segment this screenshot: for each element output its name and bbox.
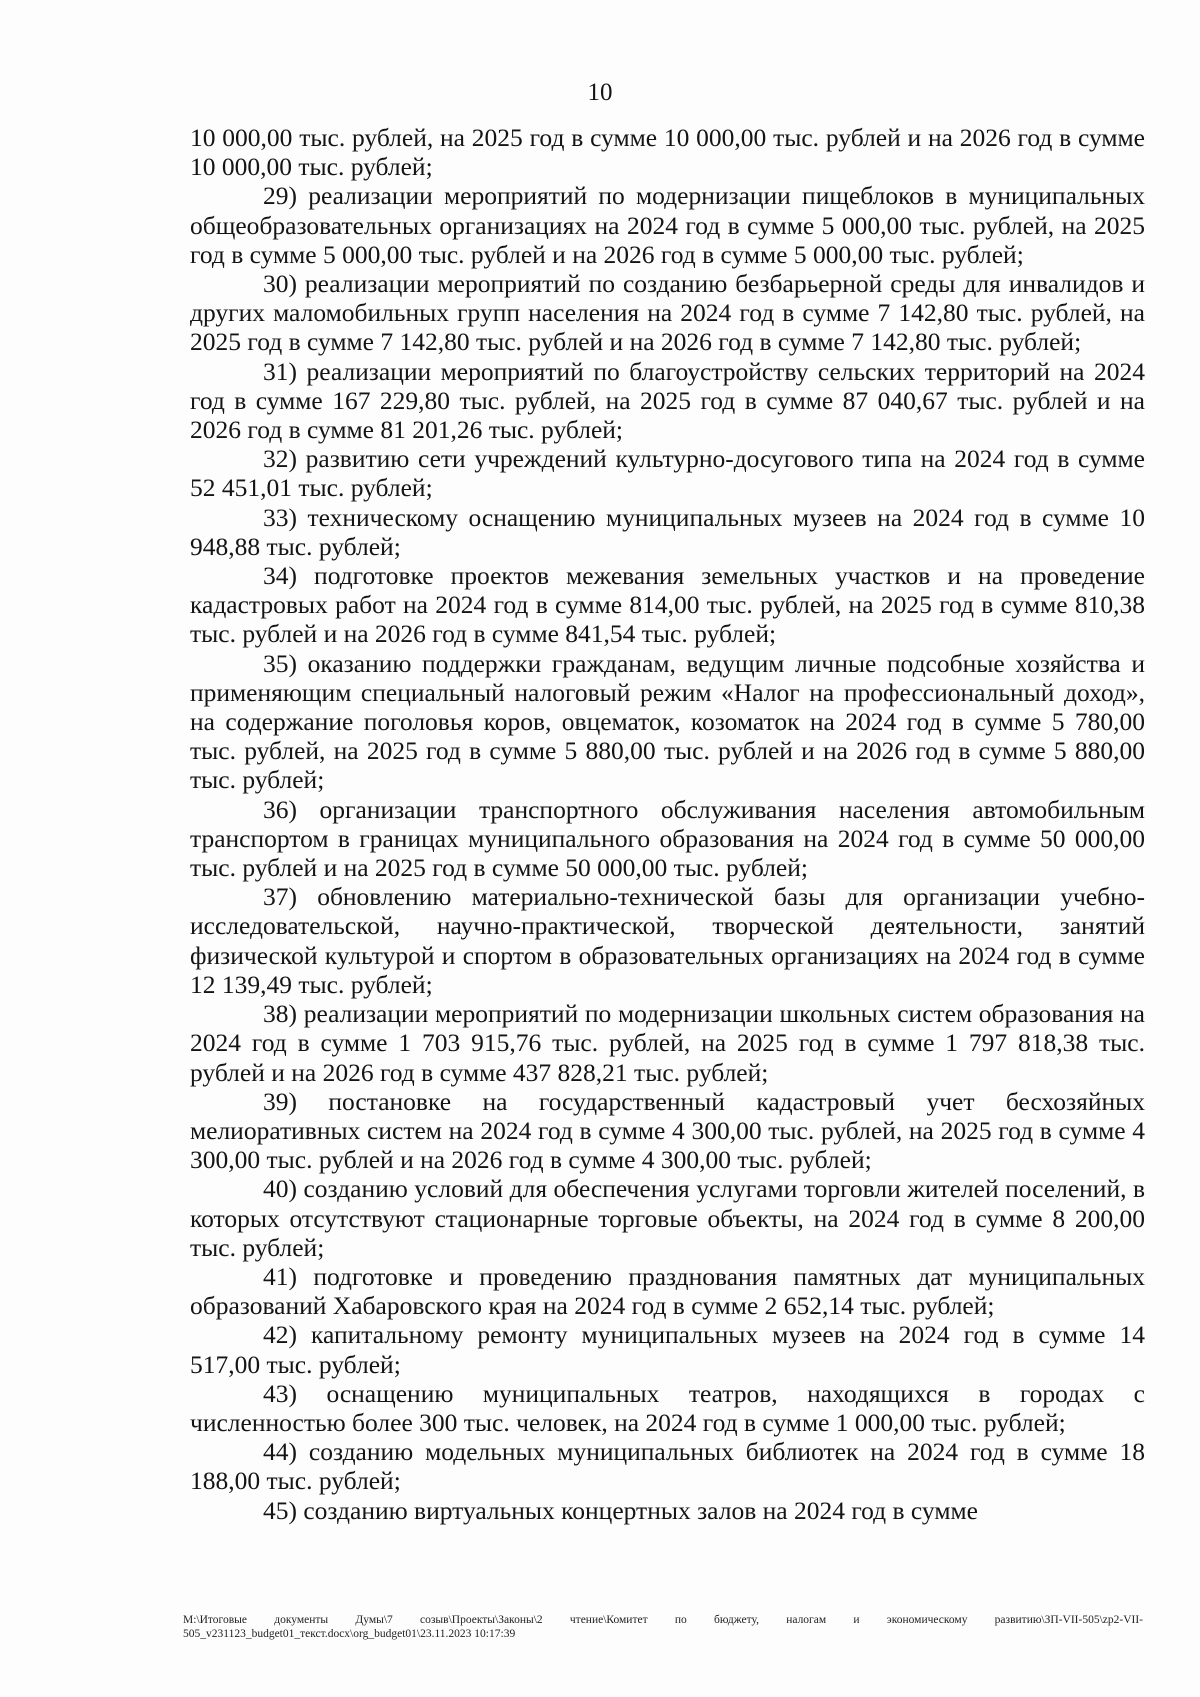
document-body — [190, 123, 1145, 1525]
list-item-45: 45) созданию виртуальных концертных залов на 2024 год в сумме — [263, 1495, 978, 1525]
list-item-36: 36) организации транспортного обслуживания населения автомобильным транспортом в границах муниципального образования на 2024 год в сумме 50 000,00 тыс. рублей и на 2025 год в сумме 50 000,00 тыс. рублей; — [190, 794, 1145, 883]
page-number: 10 — [587, 79, 613, 106]
paragraph-continuation: 10 000,00 тыс. рублей, на 2025 год в сумме 10 000,00 тыс. рублей и на 2026 год в сумме 10 000,00 тыс. рублей; — [190, 123, 1145, 182]
list-item-41: 41) подготовке и проведению празднования памятных дат муниципальных образований Хабаровского края на 2024 год в сумме 2 652,14 тыс. рублей; — [190, 1261, 1145, 1321]
list-item-37: 37) обновлению материально-технической базы для организации учебно-исследовательской, научно-практической, творческой деятельности, занятий физической культурой и спортом в образовательных организациях на 2024 год в сумме 12 139,49 тыс. рублей; — [190, 882, 1145, 999]
list-item-30: 30) реализации мероприятий по созданию безбарьерной среды для инвалидов и других маломобильных групп населения на 2024 год в сумме 7 142,80 тыс. рублей, на 2025 год в сумме 7 142,80 тыс. рублей и на 2026 год в сумме 7 142,80 тыс. рублей; — [190, 269, 1145, 357]
list-item-34: 34) подготовке проектов межевания земельных участков и на проведение кадастровых работ на 2024 год в сумме 814,00 тыс. рублей, на 2025 год в сумме 810,38 тыс. рублей и на 2026 год в сумме 841,54 тыс. рублей; — [190, 561, 1145, 649]
list-item-33: 33) техническому оснащению муниципальных музеев на 2024 год в сумме 10 948,88 тыс. рублей; — [190, 502, 1145, 561]
list-item-42: 42) капитальному ремонту муниципальных музеев на 2024 год в сумме 14 517,00 тыс. рублей; — [190, 1320, 1145, 1379]
list-item-32: 32) развитию сети учреждений культурно-досугового типа на 2024 год в сумме 52 451,01 тыс. рублей; — [190, 444, 1145, 503]
list-item-35: 35) оказанию поддержки гражданам, ведущим личные подсобные хозяйства и применяющим специальный налоговый режим «Налог на профессиональный доход», на содержание поголовья коров, овцематок, козоматок на 2024 год в сумме 5 780,00 тыс. рублей, на 2025 год в сумме 5 880,00 тыс. рублей и на 2026 год в сумме 5 880,00 тыс. рублей; — [190, 648, 1145, 795]
list-item-29: 29) реализации мероприятий по модернизации пищеблоков в муниципальных общеобразовательных организациях на 2024 год в сумме 5 000,00 тыс. рублей, на 2025 год в сумме 5 000,00 тыс. рублей и на 2026 год в сумме 5 000,00 тыс. рублей; — [190, 181, 1145, 269]
list-item-38: 38) реализации мероприятий по модернизации школьных систем образования на 2024 год в сумме 1 703 915,76 тыс. рублей, на 2025 год в сумме 1 797 818,38 тыс. рублей и на 2026 год в сумме 437 828,21 тыс. рублей; — [190, 999, 1145, 1087]
list-item-43: 43) оснащению муниципальных театров, находящихся в городах с численностью более 300 тыс. человек, на 2024 год в сумме 1 000,00 тыс. рублей; — [190, 1378, 1145, 1437]
footer-file-path: M:\Итоговые документы Думы\7 созыв\Проекты\Законы\2 чтение\Комитет по бюджету, налогам и экономическому развитию\ЗП-VII-505\zp2-VII-505_v231123_budget01_текст.docx\org_budget01\23.11.2023 10:17:39 — [183, 1614, 1143, 1640]
list-item-44: 44) созданию модельных муниципальных библиотек на 2024 год в сумме 18 188,00 тыс. рублей; — [190, 1437, 1145, 1496]
list-item-40: 40) созданию условий для обеспечения услугами торговли жителей поселений, в которых отсутствуют стационарные торговые объекты, на 2024 год в сумме 8 200,00 тыс. рублей; — [190, 1174, 1145, 1262]
list-item-39: 39) постановке на государственный кадастровый учет бесхозяйных мелиоративных систем на 2024 год в сумме 4 300,00 тыс. рублей, на 2025 год в сумме 4 300,00 тыс. рублей и на 2026 год в сумме 4 300,00 тыс. рублей; — [190, 1086, 1145, 1175]
list-item-31: 31) реализации мероприятий по благоустройству сельских территорий на 2024 год в сумме 167 229,80 тыс. рублей, на 2025 год в сумме 87 040,67 тыс. рублей и на 2026 год в сумме 81 201,26 тыс. рублей; — [190, 356, 1145, 445]
